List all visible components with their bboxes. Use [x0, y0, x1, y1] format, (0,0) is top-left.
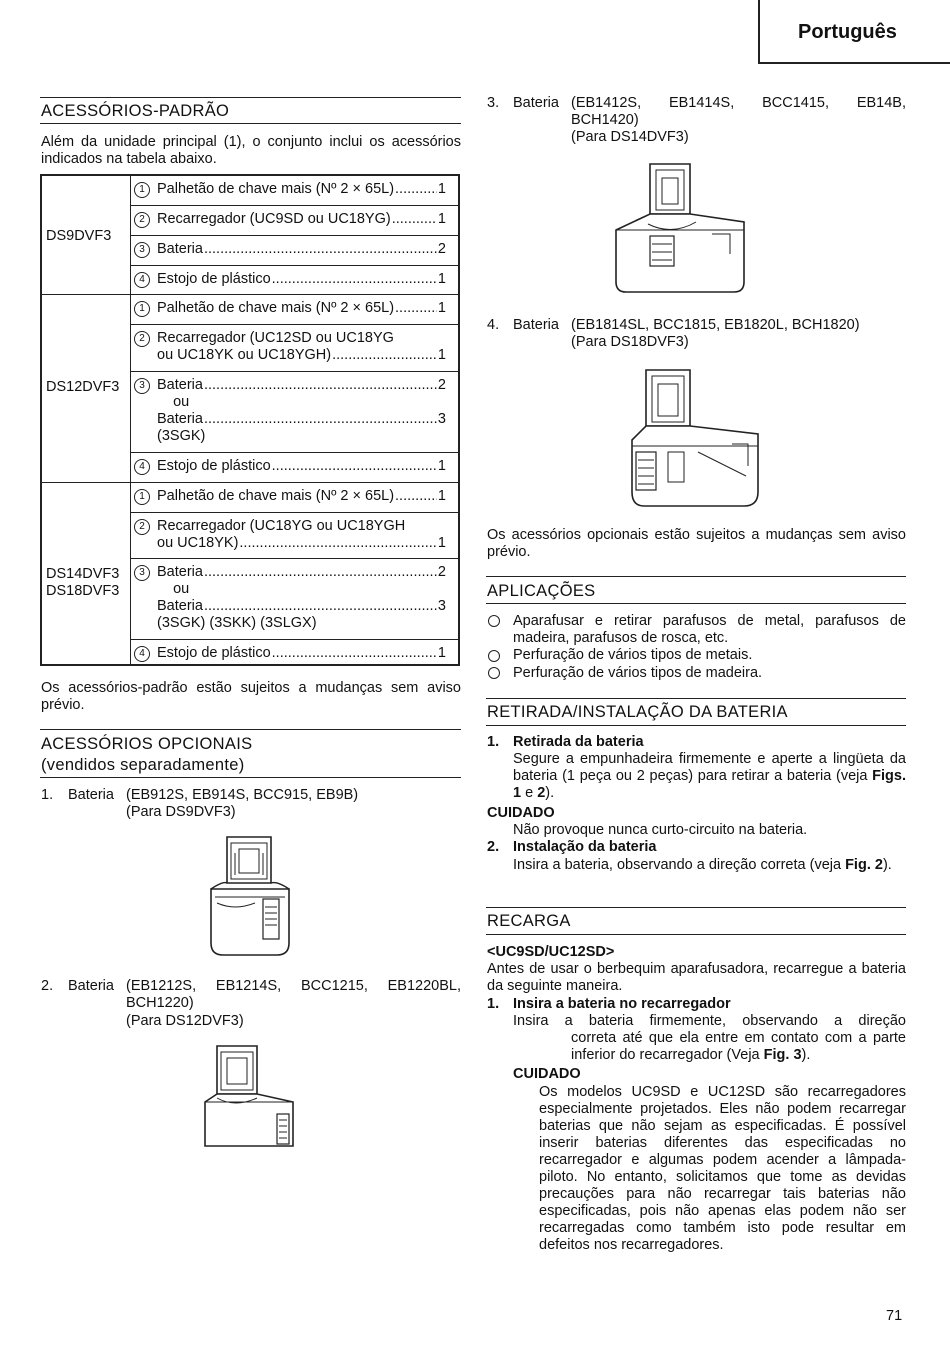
leader-dots	[392, 211, 437, 228]
accessory-name: Bateria	[157, 564, 203, 580]
battery-removal-text	[513, 751, 906, 802]
opt2-name: Bateria	[68, 978, 114, 994]
caution-label: CUIDADO	[513, 1066, 581, 1082]
item-number-badge: 2	[134, 212, 150, 228]
accessory-name: ou UC18YK)	[157, 535, 239, 551]
leader-dots	[204, 564, 437, 581]
item-number-badge: 1	[134, 182, 150, 198]
accessory-line	[157, 377, 446, 394]
figure-ref: Fig. 3	[763, 1047, 802, 1063]
table-group	[42, 294, 458, 483]
charger-models-subtitle: <UC9SD/UC12SD>	[487, 944, 615, 960]
accessory-name: Palhetão de chave mais (Nº 2 × 65L)	[157, 300, 395, 316]
model-name: DS14DVF3	[46, 566, 120, 582]
accessory-row	[130, 295, 458, 324]
opt1-for: (Para DS9DVF3)	[126, 804, 236, 820]
opt1-number: 1.	[41, 787, 54, 803]
opt4-name: Bateria	[513, 317, 559, 333]
accessory-name: Palhetão de chave mais (Nº 2 × 65L)	[157, 181, 395, 197]
accessory-quantity: 1	[437, 300, 446, 316]
rule	[486, 725, 906, 726]
accessory-line	[157, 347, 446, 364]
accessory-line	[157, 518, 446, 535]
accessory-line	[157, 394, 446, 411]
item-number-badge: 3	[134, 565, 150, 581]
rule	[40, 729, 461, 730]
standard-accessories-intro: Além da unidade principal (1), o conjunto inclui os acessórios indicados na tabela abaixo.	[41, 134, 461, 167]
leader-dots	[272, 458, 437, 475]
figure-ref: Figs. 1	[513, 768, 906, 801]
language-tab	[758, 0, 950, 64]
rule	[486, 603, 906, 604]
accessory-line	[157, 428, 446, 445]
leader-dots	[204, 598, 437, 615]
accessory-row	[130, 176, 458, 205]
rule	[486, 934, 906, 935]
accessory-line	[157, 598, 446, 615]
rule	[40, 777, 461, 778]
accessory-line	[157, 615, 446, 632]
accessory-name: Estojo de plástico	[157, 645, 271, 661]
rule	[486, 907, 906, 908]
insert-battery-line2: correta até que ela entre em contato com a parte	[571, 1030, 906, 1046]
accessory-line	[157, 181, 446, 198]
optional-accessories-title: ACESSÓRIOS OPCIONAIS	[41, 735, 253, 753]
opt4-models: (EB1814SL, BCC1815, EB1820L, BCH1820)	[571, 317, 860, 333]
opt1-models: (EB912S, EB914S, BCC915, EB9B)	[126, 787, 359, 803]
model-name: DS12DVF3	[46, 379, 120, 395]
ref-end: ).	[801, 1047, 811, 1063]
application-item: Perfuração de vários tipos de metais.	[513, 647, 753, 663]
language-label: Português	[798, 21, 897, 43]
accessory-name: Bateria	[157, 411, 203, 427]
rule	[486, 698, 906, 699]
accessory-line	[157, 458, 446, 475]
accessory-line	[157, 581, 446, 598]
opt3-models-line1: (EB1412S, EB1414S, BCC1415, EB14B,	[571, 95, 906, 111]
opt2-for: (Para DS12DVF3)	[126, 1013, 244, 1029]
standard-accessories-note: Os acessórios-padrão estão sujeitos a mudanças sem aviso prévio.	[41, 680, 461, 713]
leader-dots	[395, 488, 437, 505]
leader-dots	[332, 347, 437, 364]
accessory-line	[157, 211, 446, 228]
accessory-name: ou	[157, 394, 190, 410]
item-number-badge: 3	[134, 242, 150, 258]
accessory-name: Bateria	[157, 377, 203, 393]
model-name: DS18DVF3	[46, 583, 120, 599]
opt3-number: 3.	[487, 95, 500, 111]
application-item: Perfuração de vários tipos de madeira.	[513, 665, 763, 681]
accessory-row	[130, 558, 458, 640]
accessory-quantity: 1	[437, 347, 446, 363]
figure-ref: 2	[537, 785, 546, 801]
charging-intro: Antes de usar o berbequim aparafusadora, recarregue a bateria da seguinte maneira.	[487, 961, 906, 994]
opt3-models-line2: BCH1420)	[571, 112, 639, 128]
item-number-badge: 1	[134, 489, 150, 505]
accessory-line	[157, 300, 446, 317]
accessory-quantity: 1	[437, 181, 446, 197]
accessory-name: Estojo de plástico	[157, 271, 271, 287]
standard-accessories-title: ACESSÓRIOS-PADRÃO	[41, 102, 230, 120]
accessory-quantity: 1	[437, 645, 446, 661]
standard-accessories-table	[40, 174, 460, 666]
accessory-row	[130, 452, 458, 484]
accessory-quantity: 1	[437, 211, 446, 227]
accessory-name: Recarregador (UC18YG ou UC18YGH	[157, 518, 406, 534]
item-number-badge: 4	[134, 272, 150, 288]
battery-removal-title: RETIRADA/INSTALAÇÃO DA BATERIA	[487, 703, 788, 721]
rule	[40, 123, 461, 124]
battery-illustration-ds14	[612, 160, 752, 298]
accessory-quantity: 2	[437, 241, 446, 257]
leader-dots	[395, 300, 437, 317]
battery-install-text	[513, 857, 906, 874]
accessory-row	[130, 639, 458, 666]
item-number-badge: 3	[134, 378, 150, 394]
accessory-row	[130, 324, 458, 372]
battery-illustration-ds12	[195, 1042, 305, 1154]
accessory-line	[157, 411, 446, 428]
optional-accessories-note: Os acessórios opcionais estão sujeitos a mudanças sem aviso prévio.	[487, 527, 906, 560]
item-number-badge: 1	[134, 301, 150, 317]
optional-accessories-subtitle: (vendidos separadamente)	[41, 756, 245, 774]
accessory-quantity: 1	[437, 488, 446, 504]
accessory-name: Recarregador (UC9SD ou UC18YG)	[157, 211, 391, 227]
model-name: DS9DVF3	[46, 228, 112, 244]
accessory-quantity: 2	[437, 377, 446, 393]
item-number-badge: 4	[134, 459, 150, 475]
table-group	[42, 482, 458, 665]
accessory-name: ou	[157, 581, 190, 597]
step-number: 1.	[487, 734, 500, 750]
charger-caution-text: Os modelos UC9SD e UC12SD são recarregadores especialmente projetados. Eles não podem recarregar baterias que não sejam as especificadas. É possível inserir baterias diferentes das especificadas no recarregador e algumas podem acender a lâmpada-piloto. No entanto, solicitamos que tome as devidas precauções para não recarregar tais baterias não especificadas, pois não apenas elas podem não ser recarregadas como também isto pode resultar em defeitos nos recarregadores.	[539, 1084, 906, 1253]
accessory-name: (3SGK) (3SKK) (3SLGX)	[157, 615, 317, 631]
accessory-name: Bateria	[157, 598, 203, 614]
battery-removal-body: Segure a empunhadeira firmemente e aperte a lingüeta da bateria (1 peça ou 2 peças) para retirar a bateria (veja	[513, 751, 906, 784]
insert-battery-line3-text: inferior do recarregador (Veja	[571, 1047, 764, 1063]
table-group	[42, 176, 458, 294]
leader-dots	[204, 411, 437, 428]
accessory-line	[157, 271, 446, 288]
battery-illustration-ds9	[205, 833, 295, 961]
accessory-line	[157, 488, 446, 505]
leader-dots	[204, 241, 437, 258]
charging-title: RECARGA	[487, 912, 571, 930]
accessory-line	[157, 241, 446, 258]
accessory-quantity: 3	[437, 598, 446, 614]
accessory-line	[157, 564, 446, 581]
opt4-number: 4.	[487, 317, 500, 333]
insert-battery-line3	[571, 1047, 810, 1064]
rule	[486, 576, 906, 577]
opt2-models-line1: (EB1212S, EB1214S, BCC1215, EB1220BL,	[126, 978, 461, 994]
page-number: 71	[886, 1308, 903, 1324]
accessory-row	[130, 483, 458, 512]
applications-title: APLICAÇÕES	[487, 582, 596, 600]
accessory-name: (3SGK)	[157, 428, 206, 444]
application-item: Aparafusar e retirar parafusos de metal, parafusos de madeira, parafusos de rosca, etc.	[513, 613, 906, 646]
rule	[40, 97, 461, 98]
accessory-line	[157, 330, 446, 347]
accessory-quantity: 2	[437, 564, 446, 580]
caution-text: Não provoque nunca curto-circuito na bateria.	[513, 822, 808, 838]
ref-end: ).	[545, 785, 555, 801]
accessory-row	[130, 371, 458, 453]
ref-joiner: e	[521, 785, 538, 801]
leader-dots	[272, 645, 437, 662]
accessory-line	[157, 535, 446, 552]
accessory-quantity: 1	[437, 535, 446, 551]
item-number-badge: 2	[134, 519, 150, 535]
opt3-for: (Para DS14DVF3)	[571, 129, 689, 145]
leader-dots	[239, 535, 437, 552]
accessory-name: ou UC18YK ou UC18YGH)	[157, 347, 332, 363]
caution-label: CUIDADO	[487, 805, 555, 821]
battery-install-step-title: Instalação da bateria	[513, 839, 657, 855]
leader-dots	[395, 181, 437, 198]
insert-battery-line1: Insira a bateria firmemente, observando a direção	[513, 1013, 906, 1029]
battery-removal-step-title: Retirada da bateria	[513, 734, 644, 750]
opt1-name: Bateria	[68, 787, 114, 803]
accessory-name: Estojo de plástico	[157, 458, 271, 474]
accessory-row	[130, 235, 458, 266]
leader-dots	[272, 271, 437, 288]
bullet-icon	[488, 615, 500, 627]
figure-ref: 2	[874, 857, 883, 873]
accessory-quantity: 1	[437, 271, 446, 287]
model-cell	[42, 176, 131, 294]
insert-battery-step-title: Insira a bateria no recarregador	[513, 996, 731, 1012]
item-number-badge: 4	[134, 646, 150, 662]
accessory-name: Bateria	[157, 241, 203, 257]
bullet-icon	[488, 650, 500, 662]
opt2-models-line2: BCH1220)	[126, 995, 194, 1011]
bullet-icon	[488, 667, 500, 679]
step-number: 1.	[487, 996, 500, 1012]
accessory-row	[130, 205, 458, 236]
step-number: 2.	[487, 839, 500, 855]
accessory-quantity: 1	[437, 458, 446, 474]
accessory-name: Palhetão de chave mais (Nº 2 × 65L)	[157, 488, 395, 504]
ref-end: ).	[882, 857, 892, 873]
item-number-badge: 2	[134, 331, 150, 347]
leader-dots	[204, 377, 437, 394]
battery-install-body: Insira a bateria, observando a direção correta (veja	[513, 857, 842, 873]
accessory-row	[130, 265, 458, 295]
model-cell	[42, 483, 131, 665]
model-cell	[42, 295, 131, 483]
opt3-name: Bateria	[513, 95, 559, 111]
battery-illustration-ds18	[628, 366, 764, 514]
figure-ref: Fig.	[845, 857, 871, 873]
opt4-for: (Para DS18DVF3)	[571, 334, 689, 350]
accessory-quantity: 3	[437, 411, 446, 427]
accessory-line	[157, 645, 446, 662]
accessory-name: Recarregador (UC12SD ou UC18YG	[157, 330, 394, 346]
accessory-row	[130, 512, 458, 559]
opt2-number: 2.	[41, 978, 54, 994]
